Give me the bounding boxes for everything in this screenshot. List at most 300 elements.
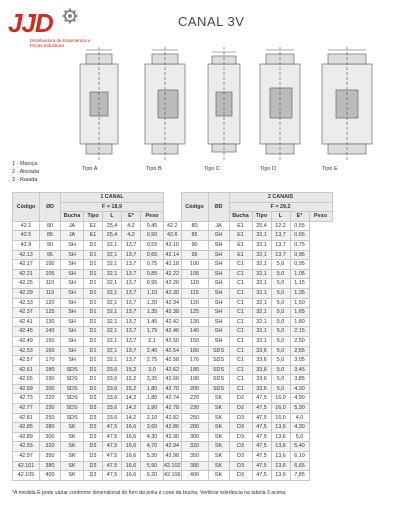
group-1-f: F = 18,9	[61, 202, 164, 212]
cell: 0,65	[141, 250, 164, 260]
cell: 3,0	[141, 365, 164, 375]
table-row	[13, 356, 333, 366]
cell: 42.49	[13, 336, 40, 346]
cell: D3	[84, 442, 103, 452]
cell: 5,0	[271, 375, 290, 385]
cell: SH	[208, 288, 229, 298]
col-l: L	[103, 212, 122, 222]
cell: 33,6	[103, 384, 122, 394]
cell: 33,6	[252, 346, 271, 356]
cell: 32,1	[252, 240, 271, 250]
cell: 5,0	[271, 346, 290, 356]
col-e: E*	[122, 212, 141, 222]
cell: 13,7	[122, 317, 141, 327]
logo-text: JJD	[8, 8, 53, 38]
cell: SK	[208, 404, 229, 414]
cell: 32,1	[252, 298, 271, 308]
cell: 1,35	[290, 288, 309, 298]
cell: 13,7	[122, 356, 141, 366]
table-row	[13, 442, 333, 452]
cell: 190	[181, 375, 208, 385]
cell: 13,7	[122, 240, 141, 250]
tipo-e-label: Tipo E	[322, 166, 338, 172]
cell: D1	[84, 365, 103, 375]
cell: 1,80	[141, 394, 164, 404]
cell: D1	[84, 356, 103, 366]
cell: 1,45	[141, 317, 164, 327]
table-row	[13, 346, 333, 356]
cell: E1	[84, 221, 103, 231]
table-row	[13, 432, 333, 442]
cell: SH	[208, 260, 229, 270]
table-row	[13, 404, 333, 414]
cell: C1	[229, 375, 252, 385]
table-row	[13, 288, 333, 298]
cell: 0,55	[141, 240, 164, 250]
cell: D3	[229, 423, 252, 433]
cell: 2,40	[141, 346, 164, 356]
cell: 90	[181, 240, 208, 250]
table-row	[13, 452, 333, 462]
cell: 13,7	[122, 250, 141, 260]
cell: SH	[61, 279, 84, 289]
cell: 47,5	[103, 471, 122, 481]
col-tipo-2: Tipo	[252, 212, 271, 222]
cell: SH	[61, 288, 84, 298]
cell: 3,05	[290, 356, 309, 366]
diagram-tipo-a	[80, 47, 118, 160]
cell: 190	[40, 375, 61, 385]
cell: SK	[208, 471, 229, 481]
table-row	[13, 221, 333, 231]
table-row	[13, 375, 333, 385]
cell: 25,4	[103, 231, 122, 241]
cell: D3	[229, 452, 252, 462]
cell: 25,4	[103, 221, 122, 231]
cell: 42.21	[13, 269, 40, 279]
cell: 47,5	[252, 413, 271, 423]
table-body	[13, 221, 333, 480]
cell: 1,10	[141, 288, 164, 298]
cell: 4,90	[290, 394, 309, 404]
cell: 13,7	[122, 327, 141, 337]
cell: 3,85	[290, 375, 309, 385]
cell: 42.66	[164, 375, 182, 385]
cell: SK	[61, 432, 84, 442]
cell: 5,0	[271, 260, 290, 270]
cell: 1,65	[290, 308, 309, 318]
cell: 13,6	[271, 452, 290, 462]
tipo-b-label: Tipo B	[146, 166, 162, 172]
cell: D1	[84, 298, 103, 308]
cell: 280	[181, 423, 208, 433]
cell: 4,30	[141, 432, 164, 442]
cell: SDS	[61, 375, 84, 385]
cell: 13,7	[122, 269, 141, 279]
diagram-tipo-d	[260, 47, 300, 160]
cell: D1	[84, 384, 103, 394]
group-2-canais: 2 CANAIS	[229, 193, 332, 203]
table-row	[13, 471, 333, 481]
cell: 16,6	[122, 423, 141, 433]
cell: 42.82	[164, 413, 182, 423]
cell: 1,15	[290, 279, 309, 289]
cell: 33,6	[103, 375, 122, 385]
cell: D3	[229, 413, 252, 423]
cell: 13,6	[271, 423, 290, 433]
col-e-2: E*	[290, 212, 309, 222]
cell: 115	[181, 288, 208, 298]
table-row	[13, 461, 333, 471]
cell: 42.81	[13, 413, 40, 423]
cell: 32,1	[103, 288, 122, 298]
legend-item: 1 - Maciça	[12, 161, 38, 167]
cell: 3,45	[290, 365, 309, 375]
cell: 42.69	[13, 384, 40, 394]
cell: SK	[208, 432, 229, 442]
cell: 85	[40, 231, 61, 241]
cell: 4,30	[290, 384, 309, 394]
cell: SDS	[208, 346, 229, 356]
cell: SH	[208, 279, 229, 289]
cell: E1	[84, 231, 103, 241]
cell: 180	[181, 365, 208, 375]
cell: 2,75	[141, 356, 164, 366]
cell: 42.50	[164, 336, 182, 346]
cell: D1	[84, 240, 103, 250]
cell: 4,2	[122, 221, 141, 231]
tipo-c-label: Tipo C	[204, 166, 220, 172]
cell: D1	[84, 346, 103, 356]
cell: 1,20	[141, 298, 164, 308]
footnote: *A medida E pode variar conforme dimensional do furo da polia e cone da bucha. Verificar tolerância na tabela 3 acima.	[12, 490, 287, 496]
cell: 5,0	[271, 279, 290, 289]
col-bucha-2: Bucha	[229, 212, 252, 222]
cell: 130	[181, 317, 208, 327]
cell: C1	[229, 269, 252, 279]
cell: 110	[181, 279, 208, 289]
cell: 32,1	[103, 336, 122, 346]
cell: 32,1	[252, 269, 271, 279]
cell: C1	[229, 336, 252, 346]
cell: 350	[40, 452, 61, 462]
col-codigo: Código	[13, 193, 40, 222]
cell: 4,0	[290, 413, 309, 423]
col-od-2: ØD	[208, 193, 229, 222]
cell: D1	[84, 308, 103, 318]
cell: 0,95	[290, 260, 309, 270]
cell: C1	[229, 346, 252, 356]
cell: 0,55	[290, 221, 309, 231]
cell: 5,90	[141, 461, 164, 471]
cell: 42.1	[13, 221, 40, 231]
cell: SDS	[61, 365, 84, 375]
cell: SH	[208, 336, 229, 346]
cell: 32,1	[103, 269, 122, 279]
cell: 32,1	[252, 279, 271, 289]
cell: 5,0	[271, 298, 290, 308]
cell: SK	[208, 442, 229, 452]
cell: C1	[229, 356, 252, 366]
cell: D3	[229, 461, 252, 471]
cell: 16,6	[122, 432, 141, 442]
cell: 42.98	[164, 452, 182, 462]
cell: 220	[181, 394, 208, 404]
cell: 32,1	[252, 308, 271, 318]
cell: 42.62	[164, 365, 182, 375]
cell: 42.46	[164, 327, 182, 337]
cell: 0,45	[141, 221, 164, 231]
cell: D3	[229, 432, 252, 442]
cell: 42.65	[13, 375, 40, 385]
cell: JA	[61, 221, 84, 231]
table-row	[13, 336, 333, 346]
cell: 6,10	[290, 452, 309, 462]
cell: 2,50	[290, 336, 309, 346]
cell: SH	[61, 327, 84, 337]
cell: C1	[229, 298, 252, 308]
cell: 150	[181, 336, 208, 346]
cell: SH	[208, 240, 229, 250]
table-row	[13, 240, 333, 250]
cell: 47,5	[252, 394, 271, 404]
cell: 250	[40, 413, 61, 423]
cell: 42.93	[13, 442, 40, 452]
cell: 42.10	[164, 240, 182, 250]
cell: 42.54	[164, 346, 182, 356]
cell: 13,7	[122, 308, 141, 318]
cell: 13,6	[271, 461, 290, 471]
table-row	[13, 279, 333, 289]
cell: D3	[84, 471, 103, 481]
cell: 47,5	[103, 423, 122, 433]
cell: 180	[40, 365, 61, 375]
cell: C1	[229, 384, 252, 394]
cell: 42.106	[164, 471, 182, 481]
cell: 95	[181, 250, 208, 260]
cell: 42.13	[13, 250, 40, 260]
cell: 16,6	[122, 461, 141, 471]
cell: 380	[181, 461, 208, 471]
cell: C1	[229, 260, 252, 270]
cell: 42.90	[164, 432, 182, 442]
cell: 140	[40, 327, 61, 337]
cell: 120	[40, 298, 61, 308]
cell: 5,0	[271, 269, 290, 279]
cell: SH	[208, 231, 229, 241]
col-bucha: Bucha	[61, 212, 84, 222]
cell: 14,2	[122, 413, 141, 423]
cell: 16,0	[271, 404, 290, 414]
cell: 33,6	[252, 365, 271, 375]
cell: JA	[61, 231, 84, 241]
cell: 42.22	[164, 269, 182, 279]
cell: 130	[40, 317, 61, 327]
cell: 150	[40, 336, 61, 346]
cell: 2,10	[141, 413, 164, 423]
cell: SH	[61, 308, 84, 318]
table-row	[13, 413, 333, 423]
cell: 42.78	[164, 404, 182, 414]
cell: 115	[40, 288, 61, 298]
cell: SDS	[61, 413, 84, 423]
cell: 6,65	[290, 461, 309, 471]
cell: 160	[181, 346, 208, 356]
cell: 80	[40, 221, 61, 231]
cell: 13,7	[122, 298, 141, 308]
cell: 100	[40, 260, 61, 270]
table-row	[13, 365, 333, 375]
cell: 32,1	[252, 288, 271, 298]
cell: 42.41	[13, 317, 40, 327]
cell: SH	[208, 298, 229, 308]
cell: 300	[181, 432, 208, 442]
cell: 47,5	[252, 442, 271, 452]
cell: SK	[61, 461, 84, 471]
cell: 42.97	[13, 452, 40, 462]
cell: D1	[84, 327, 103, 337]
cell: 320	[181, 442, 208, 452]
cell: SH	[208, 327, 229, 337]
cell: 42.94	[164, 442, 182, 452]
cell: 32,1	[252, 327, 271, 337]
cell: SK	[208, 413, 229, 423]
cell: 13,7	[122, 279, 141, 289]
cell: 42.9	[13, 240, 40, 250]
cell: 32,1	[252, 260, 271, 270]
cell: 2,15	[290, 327, 309, 337]
cell: SK	[208, 452, 229, 462]
cell: 105	[40, 269, 61, 279]
cell: 5,0	[271, 308, 290, 318]
group-1-canal: 1 CANAL	[61, 193, 164, 203]
col-tipo: Tipo	[84, 212, 103, 222]
cell: SH	[61, 269, 84, 279]
cell: D2	[229, 394, 252, 404]
cell: 5,0	[271, 356, 290, 366]
cell: 1,80	[141, 384, 164, 394]
cell: SDS	[61, 404, 84, 414]
cell: 1,05	[290, 269, 309, 279]
cell: 33,6	[252, 356, 271, 366]
cell: 25,4	[252, 221, 271, 231]
cell: C1	[229, 288, 252, 298]
cell: 5,40	[290, 442, 309, 452]
cell: 5,0	[271, 336, 290, 346]
cell: 32,1	[103, 308, 122, 318]
cell: 13,7	[122, 336, 141, 346]
cell: SH	[61, 356, 84, 366]
cell: 32,1	[103, 260, 122, 270]
cell: 16,0	[271, 413, 290, 423]
group-2-f: F = 29,2	[229, 202, 332, 212]
legend-item: 3 - Raiada	[12, 177, 38, 183]
cell: 32,1	[103, 356, 122, 366]
cell: D3	[84, 413, 103, 423]
cell: 42.38	[164, 308, 182, 318]
cell: 0,75	[141, 260, 164, 270]
cell: 0,65	[290, 231, 309, 241]
cell: 47,5	[103, 461, 122, 471]
cell: 0,75	[290, 240, 309, 250]
cell: 42.61	[13, 365, 40, 375]
cell: D1	[84, 269, 103, 279]
cell: 400	[40, 471, 61, 481]
cell: 42.73	[13, 394, 40, 404]
cell: 5,0	[271, 317, 290, 327]
cell: D3	[229, 471, 252, 481]
table-row	[13, 327, 333, 337]
cell: 3,35	[141, 375, 164, 385]
cell: 6,20	[141, 471, 164, 481]
cell: 42.77	[13, 404, 40, 414]
cell: 250	[181, 413, 208, 423]
cell: 125	[181, 308, 208, 318]
cell: D3	[84, 394, 103, 404]
cell: D3	[84, 432, 103, 442]
cell: 42.70	[164, 384, 182, 394]
cell: D3	[84, 461, 103, 471]
cell: 90	[40, 240, 61, 250]
cell: E1	[229, 231, 252, 241]
cell: 170	[40, 356, 61, 366]
cell: 5,0	[271, 365, 290, 375]
table-row	[13, 423, 333, 433]
cell: 13,7	[271, 231, 290, 241]
cell: C1	[229, 365, 252, 375]
cell: 42.5	[13, 231, 40, 241]
tipo-a-label: Tipo A	[82, 166, 98, 172]
cell: 170	[181, 356, 208, 366]
cell: 42.58	[164, 356, 182, 366]
cell: 0,85	[141, 269, 164, 279]
cell: SK	[208, 394, 229, 404]
cell: 320	[40, 442, 61, 452]
col-codigo-2: Código	[181, 193, 208, 222]
cell: 42.57	[13, 356, 40, 366]
cell: SK	[61, 442, 84, 452]
cell: 15,2	[122, 384, 141, 394]
cell: 16,6	[122, 471, 141, 481]
cell: SK	[61, 452, 84, 462]
cell: 160	[40, 346, 61, 356]
cell: 0,95	[290, 250, 309, 260]
cell: 1,75	[141, 327, 164, 337]
cell: D1	[84, 279, 103, 289]
cell: 140	[181, 327, 208, 337]
cell: 32,1	[103, 250, 122, 260]
cell: 4,70	[141, 442, 164, 452]
cell: 32,1	[103, 317, 122, 327]
cell: 13,7	[122, 288, 141, 298]
cell: 105	[181, 269, 208, 279]
gear-icon	[62, 8, 78, 24]
cell: 42.25	[13, 279, 40, 289]
table-row	[13, 308, 333, 318]
cell: 120	[181, 298, 208, 308]
cell: 12,2	[271, 221, 290, 231]
col-peso: Peso	[141, 212, 164, 222]
table-row	[13, 298, 333, 308]
cell: 400	[181, 471, 208, 481]
cell: 42.17	[13, 260, 40, 270]
cell: 33,6	[103, 404, 122, 414]
cell: 32,1	[103, 279, 122, 289]
cell: 16,0	[271, 394, 290, 404]
diagram-tipo-b	[145, 47, 185, 160]
cell: 85	[181, 231, 208, 241]
cell: SH	[208, 317, 229, 327]
